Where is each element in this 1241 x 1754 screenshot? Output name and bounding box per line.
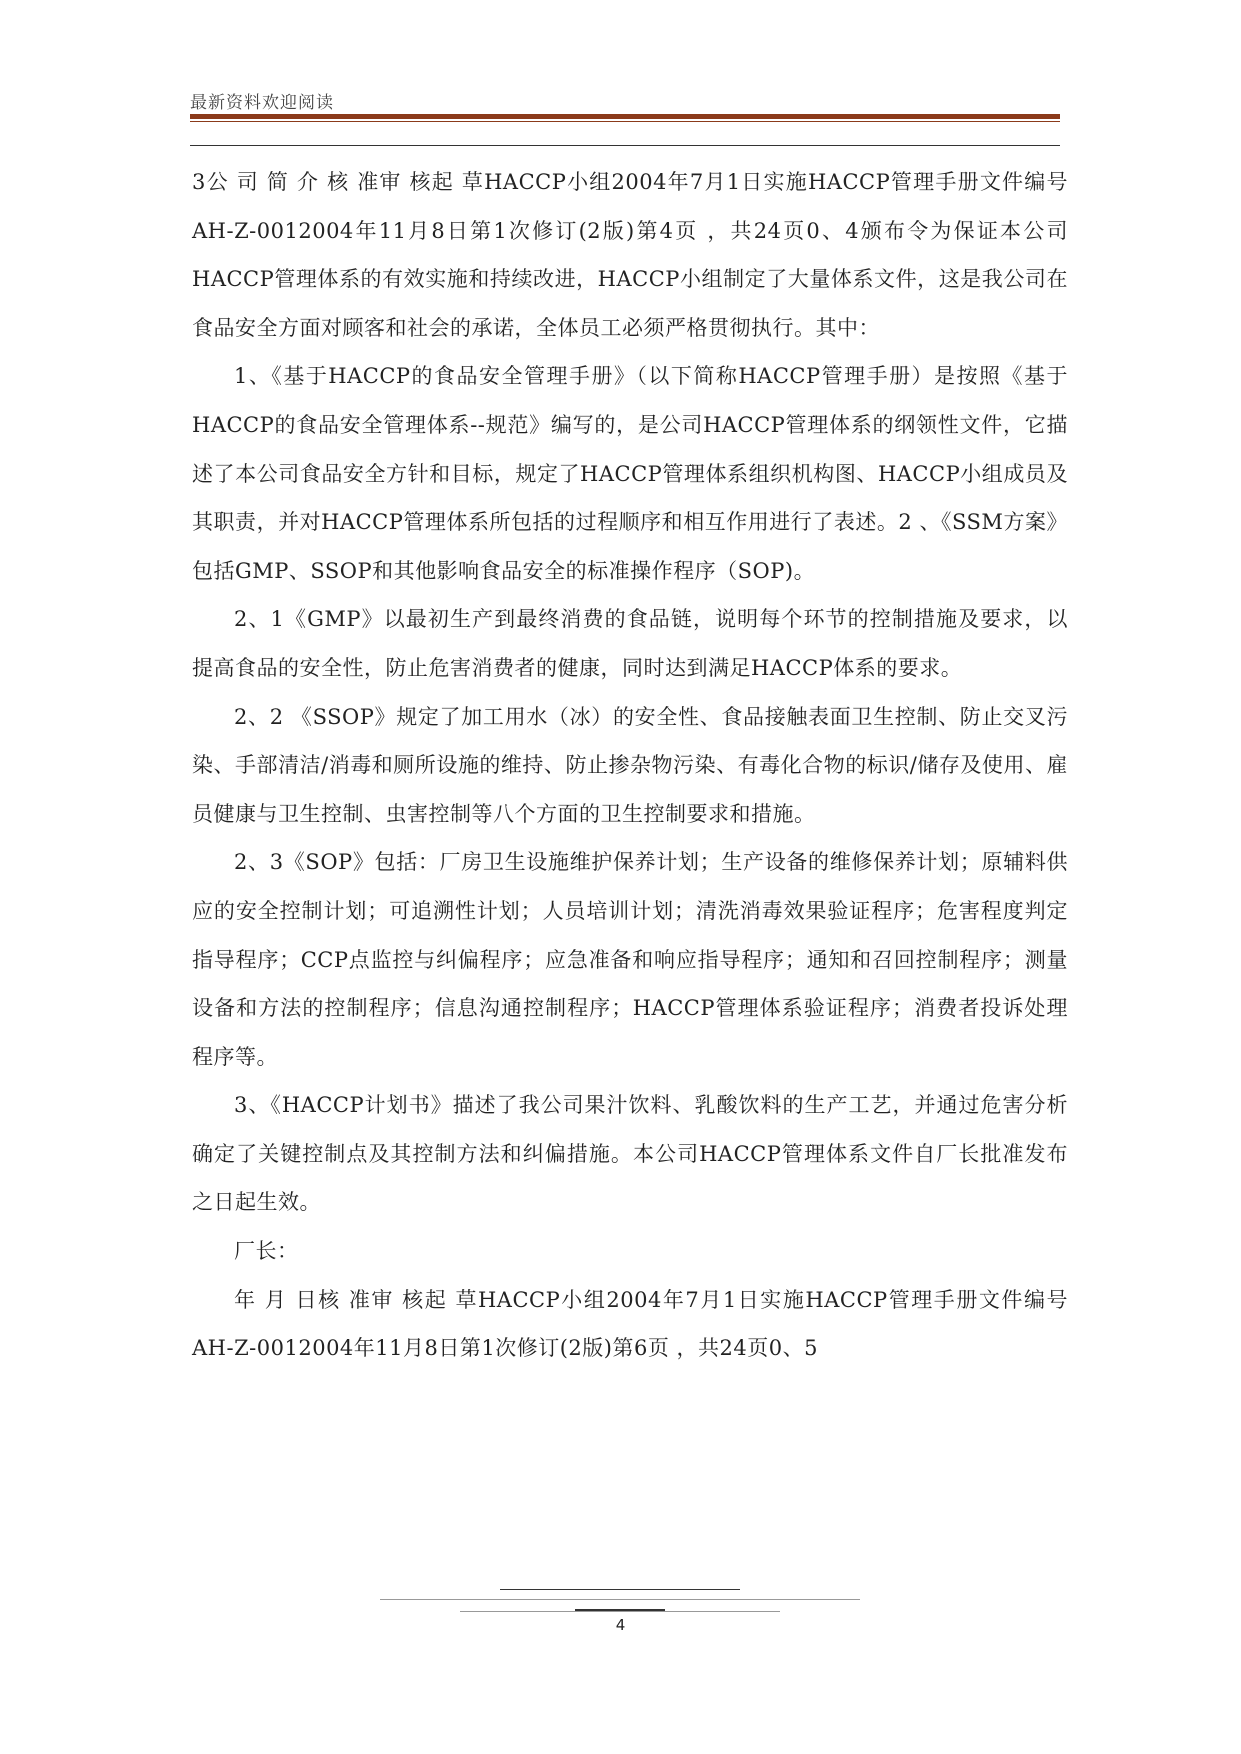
paragraph-gmp: 2、1《GMP》以最初生产到最终消费的食品链，说明每个环节的控制措施及要求，以提高食品的安全性，防止危害消费者的健康，同时达到满足HACCP体系的要求。 bbox=[192, 607, 1068, 680]
paragraph-intro: 3公 司 简 介 核 准审 核起 草HACCP小组2004年7月1日实施HACCP管理手册文件编号AH-Z-0012004年11月8日第1次修订(2版)第4页 ，共24页0、4颁布令为保证本公司HACCP管理体系的有效实施和持续改进，HACCP小组制定了大量体系文件，这是我公司在食品安全方面对顾客和社会的承诺，全体员工必须严格贯彻执行。其中： bbox=[192, 170, 1068, 340]
footer-rule-top bbox=[500, 1589, 740, 1590]
running-header: 最新资料欢迎阅读 bbox=[190, 93, 334, 113]
document-body bbox=[192, 158, 1068, 1373]
paragraph-director: 厂长： bbox=[234, 1239, 299, 1264]
paragraph-sop: 2、3《SOP》包括：厂房卫生设施维护保养计划；生产设备的维修保养计划；原辅料供应的安全控制计划；可追溯性计划；人员培训计划；清洗消毒效果验证程序；危害程度判定指导程序；CCP点监控与纠偏程序；应急准备和响应指导程序；通知和召回控制程序；测量设备和方法的控制程序；信息沟通控制程序；HACCP管理体系验证程序；消费者投诉处理程序等。 bbox=[192, 850, 1068, 1069]
paragraph-haccp-plan: 3、《HACCP计划书》描述了我公司果汁饮料、乳酸饮料的生产工艺，并通过危害分析确定了关键控制点及其控制方法和纠偏措施。本公司HACCP管理体系文件自厂长批准发布之日起生效。 bbox=[192, 1093, 1068, 1215]
footer-rule-wide bbox=[380, 1599, 860, 1600]
paragraph-manual: 1、《基于HACCP的食品安全管理手册》（以下简称HACCP管理手册）是按照《基于HACCP的食品安全管理体系--规范》编写的，是公司HACCP管理体系的纲领性文件，它描述了本公司食品安全方针和目标，规定了HACCP管理体系组织机构图、HACCP小组成员及其职责，并对HACCP管理体系所包括的过程顺序和相互作用进行了表述。2 、《SSM方案》包括GMP、SSOP和其他影响食品安全的标准操作程序（SOP)。 bbox=[192, 364, 1068, 583]
header-rule-thick bbox=[190, 114, 1060, 119]
header-rule-bottom bbox=[190, 145, 1060, 146]
header-rule-thin bbox=[190, 121, 1060, 122]
footer-rule-dark bbox=[575, 1609, 665, 1611]
paragraph-ssop: 2、2 《SSOP》规定了加工用水（冰）的安全性、食品接触表面卫生控制、防止交叉污染、手部清洁/消毒和厕所设施的维持、防止掺杂物污染、有毒化合物的标识/储存及使用、雇员健康与卫生控制、虫害控制等八个方面的卫生控制要求和措施。 bbox=[192, 704, 1068, 826]
footer-rule-narrow bbox=[460, 1611, 780, 1612]
page-number: 4 bbox=[615, 1616, 626, 1634]
paragraph-closing: 年 月 日核 准审 核起 草HACCP小组2004年7月1日实施HACCP管理手册文件编号AH-Z-0012004年11月8日第1次修订(2版)第6页 ，共24页0、5 bbox=[192, 1287, 1068, 1361]
